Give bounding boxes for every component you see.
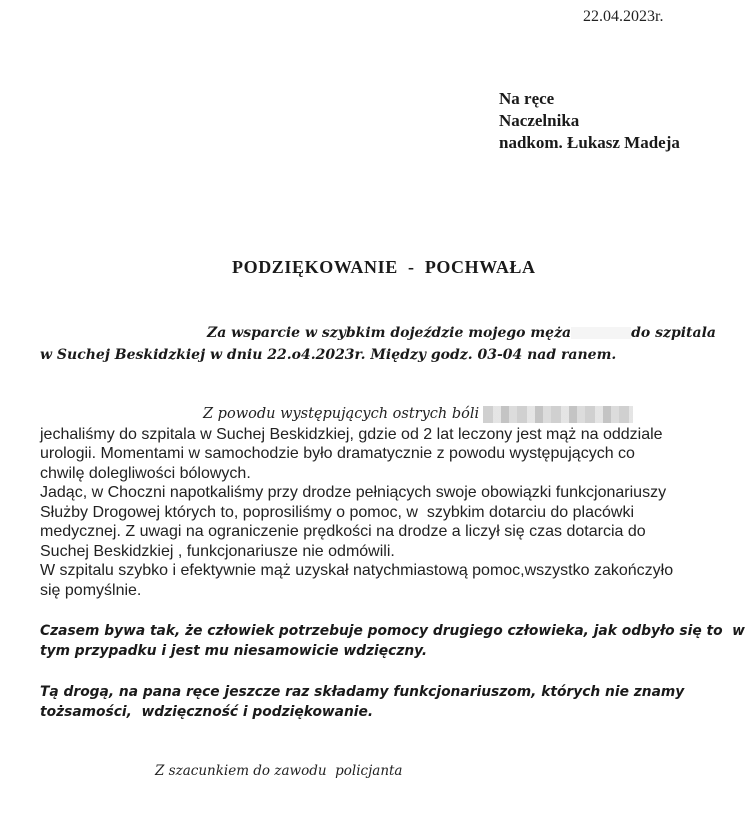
body-line: chwilę dolegliwości bólowych. [40, 464, 251, 482]
body-line: Służby Drogowej których to, poprosiliśmy o pomoc, w szybkim dotarciu do placówki [40, 503, 635, 521]
recipient-line: Naczelnika [499, 111, 580, 130]
subject-line-1 [40, 322, 740, 344]
subject-text: Za wsparcie w szybkim dojeździe mojego męża [207, 325, 572, 341]
letter-subject [40, 322, 740, 366]
body-line: Jadąc, w Choczni napotkaliśmy przy drodze pełniących swoje obowiązki funkcjonariuszy [40, 484, 667, 501]
signature-line: Z szacunkiem do zawodu policjanta [155, 763, 403, 779]
blurred-redaction [483, 406, 633, 423]
body-line: urologii. Momentami w samochodzie było dramatycznie z powodu występujących co [40, 445, 635, 462]
body-line: się pomyślnie. [40, 581, 142, 599]
body-line: medycznej. Z uwagi na ograniczenie prędkości na drodze a liczył się czas dotarcia do [40, 523, 646, 540]
paragraph-gap [40, 661, 730, 682]
closing-line: tym przypadku i jest mu niesamowicie wdzięczny. [40, 643, 428, 659]
body-line: W szpitalu szybko i efektywnie mąż uzyskał natychmiastową pomoc,wszystko zakończyło [40, 562, 674, 579]
body-intro-line [40, 405, 730, 425]
body-intro-text: Z powodu występujących ostrych bóli [203, 406, 480, 422]
closing-paragraphs [40, 621, 745, 722]
letter-body [40, 405, 730, 600]
recipient-block [499, 88, 680, 154]
closing-line: Czasem bywa tak, że człowiek potrzebuje pomocy drugiego człowieka, jak odbyło się to w [40, 623, 745, 639]
closing-line: tożsamości, wdzięczność i podziękowanie. [40, 704, 374, 720]
letter-date: 22.04.2023r. [583, 8, 664, 25]
closing-line: Tą drogą, na pana ręce jeszcze raz składamy funkcjonariuszom, których nie znamy [40, 684, 685, 700]
recipient-name: nadkom. Łukasz Madeja [499, 133, 680, 152]
recipient-line: Na ręce [499, 89, 555, 108]
body-line: jechaliśmy do szpitala w Suchej Beskidzkiej, gdzie od 2 lat leczony jest mąż na oddziale [40, 425, 663, 443]
redacted-name [571, 327, 631, 339]
subject-line-2: w Suchej Beskidzkiej w dniu 22.o4.2023r. Między godz. 03-04 nad ranem. [40, 347, 617, 363]
letter-title: PODZIĘKOWANIE - POCHWAŁA [232, 257, 536, 277]
body-line: Suchej Beskidzkiej , funkcjonariusze nie odmówili. [40, 542, 395, 560]
subject-text: do szpitala [631, 325, 716, 341]
